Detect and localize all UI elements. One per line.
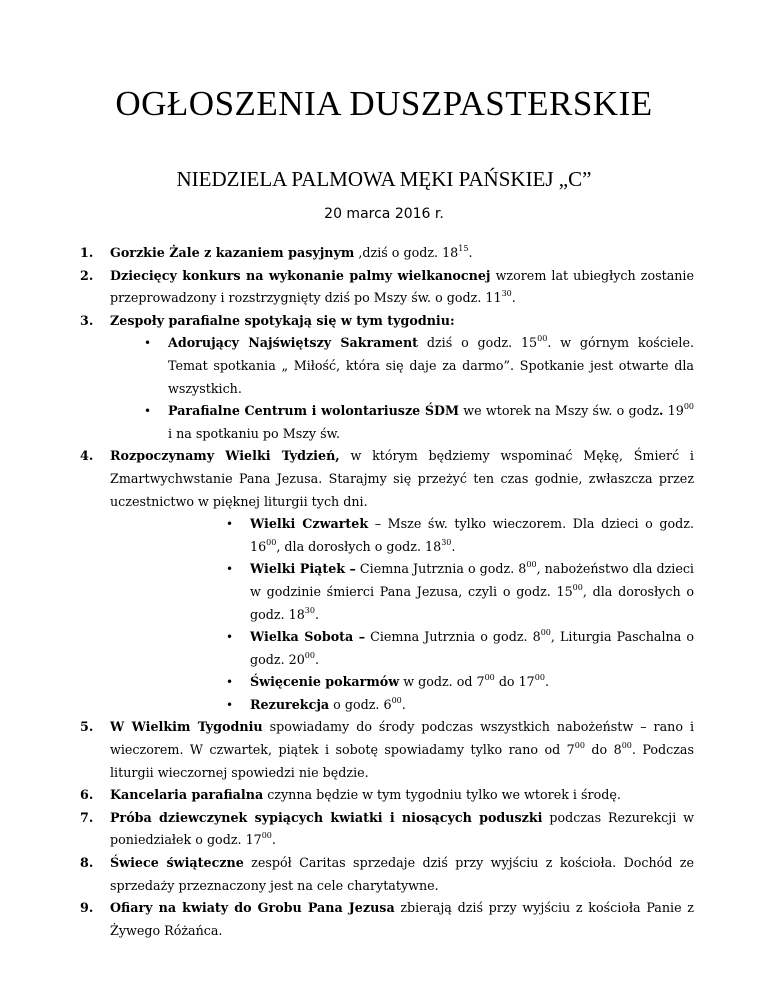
item-text: , Liturgia Paschalna o godz. 20 — [250, 629, 695, 667]
announcement-1 — [80, 242, 694, 265]
document-date: 20 marca 2016 r. — [324, 206, 444, 222]
announcement-4-sub-4 — [80, 671, 694, 694]
announcement-3-sub-2 — [80, 400, 694, 445]
bullet-icon: • — [226, 562, 234, 577]
item-number: 2. — [80, 267, 94, 283]
bullet-icon: • — [226, 517, 234, 532]
bullet-icon: • — [144, 336, 152, 351]
time-minutes: 30 — [441, 537, 452, 547]
item-text: zbierają dziś przy wyjściu z kościoła Panie z Żywego Różańca. — [110, 900, 694, 938]
item-text: do 8 — [584, 742, 622, 758]
time-minutes: 00 — [574, 741, 585, 751]
item-text: , nabożeństwo dla dzieci w godzinie śmierci Pana Jezusa, czyli o godz. 15 — [250, 561, 694, 599]
item-heading: Wielki Czwartek — [250, 516, 369, 532]
bullet-icon: • — [226, 697, 234, 712]
announcement-3 — [80, 310, 694, 333]
announcement-4-sub-3 — [80, 626, 694, 671]
announcement-2 — [80, 265, 694, 310]
item-heading: Gorzkie Żale z kazaniem pasyjnym — [110, 245, 355, 260]
item-text: . — [544, 674, 549, 690]
item-text: . Podczas liturgii wieczornej spowiedzi nie będzie. — [110, 742, 694, 780]
item-heading: W Wielkim Tygodniu — [110, 719, 263, 735]
item-text: Ciemna Jutrznia o godz. 8 — [365, 629, 541, 645]
time-minutes: 00 — [534, 673, 545, 683]
time-minutes: 00 — [266, 537, 277, 547]
item-heading: Dziecięcy konkurs na wykonanie palmy wielkanocnej — [110, 267, 491, 283]
bullet-icon: • — [144, 404, 152, 419]
item-number: 6. — [80, 787, 94, 803]
item-text: w którym będziemy wspominać Mękę, Śmierć i Zmartwychwstanie Pana Jezusa. Starajmy się przeżyć ten czas godnie, zwłaszcza przez uczestnictwo w pięknej liturgii tych dni. — [110, 448, 694, 509]
time-minutes: 00 — [683, 402, 694, 412]
item-heading: Kancelaria parafialna — [110, 787, 264, 803]
announcement-9 — [80, 897, 694, 942]
announcements-list — [80, 242, 694, 942]
item-text: dziś o godz. 15 — [418, 335, 538, 351]
time-minutes: 15 — [458, 244, 469, 253]
document-title: OGŁOSZENIA DUSZPASTERSKIE — [115, 84, 653, 123]
time-minutes: 00 — [261, 831, 272, 841]
item-text: i na spotkaniu po Mszy św. — [168, 425, 340, 441]
announcement-7 — [80, 807, 694, 852]
item-text: o godz. 6 — [329, 696, 392, 712]
announcement-4-sub-5 — [80, 694, 694, 717]
item-text: podczas Rezurekcji w poniedziałek o godz. 17 — [110, 809, 695, 848]
time-minutes: 30 — [501, 289, 512, 299]
item-text: w godz. od 7 — [399, 674, 485, 690]
announcement-6 — [80, 784, 694, 807]
document-subtitle: NIEDZIELA PALMOWA MĘKI PAŃSKIEJ „C” — [176, 167, 592, 191]
item-text: spowiadamy do środy podczas wszystkich nabożeństw – rano i wieczorem. W czwartek, piątek i sobotę spowiadamy tylko rano od 7 — [110, 719, 694, 758]
item-text: do 17 — [494, 674, 535, 690]
announcement-3-sub-1 — [80, 332, 694, 400]
item-text: 19 — [663, 403, 684, 419]
announcement-4-sub-2 — [80, 558, 694, 626]
announcement-8 — [80, 852, 694, 897]
item-heading: Świece świąteczne — [110, 855, 244, 871]
time-minutes: 00 — [484, 673, 495, 683]
item-number: 5. — [80, 719, 94, 735]
item-text: – Msze św. tylko wieczorem. Dla dzieci o godz. 16 — [250, 516, 694, 554]
item-heading: Ofiary na kwiaty do Grobu Pana Jezusa — [110, 900, 395, 916]
item-number: 1. — [80, 245, 94, 260]
item-text: , dla dorosłych o godz. 18 — [250, 583, 694, 622]
item-heading: Adorujący Najświętszy Sakrament — [168, 335, 419, 351]
item-text: czynna będzie w tym tygodniu tylko we wtorek i środę. — [263, 787, 621, 803]
item-heading: Próba dziewczynek sypiących kwiatki i niosących poduszki — [110, 809, 543, 825]
item-text: . — [271, 832, 276, 848]
time-minutes: 00 — [540, 628, 551, 638]
item-text: . — [314, 651, 320, 667]
item-text: . — [468, 245, 473, 260]
item-text: . w górnym kościele. Temat spotkania „ Miłość, która się daje za darmo”. Spotkanie jest otwarte dla wszystkich. — [168, 335, 695, 396]
item-text: . — [451, 538, 456, 554]
time-minutes: 00 — [621, 741, 632, 751]
item-heading: Parafialne Centrum i wolontariusze ŚDM — [168, 403, 460, 419]
bullet-icon: • — [226, 675, 234, 690]
item-number: 7. — [80, 809, 94, 825]
item-text: ,dziś o godz. 18 — [354, 245, 459, 260]
time-minutes: 00 — [572, 582, 583, 592]
item-text: zespół Caritas sprzedaje dziś przy wyjściu z kościoła. Dochód ze sprzedaży przeznaczony jest na cele charytatywne. — [110, 855, 694, 893]
item-heading: Wielka Sobota – — [250, 629, 366, 645]
item-number: 4. — [80, 448, 94, 464]
announcement-4-sub-1 — [80, 513, 694, 558]
item-heading: Rezurekcja — [250, 696, 330, 712]
announcement-5 — [80, 716, 694, 784]
item-heading: Zespoły parafialne spotykają się w tym tygodniu: — [110, 312, 455, 328]
time-minutes: 30 — [304, 605, 315, 615]
item-heading: Rozpoczynamy Wielki Tydzień, — [110, 448, 340, 464]
item-text: . — [511, 290, 516, 306]
time-minutes: 00 — [391, 695, 402, 705]
time-minutes: 00 — [304, 650, 315, 660]
item-text: . — [659, 403, 664, 419]
item-number: 8. — [80, 855, 94, 871]
item-text: we wtorek na Mszy św. o godz — [459, 403, 660, 419]
announcement-4 — [80, 445, 694, 513]
item-heading: Wielki Piątek – — [250, 561, 356, 577]
item-text: , dla dorosłych o godz. 18 — [276, 538, 442, 554]
time-minutes: 00 — [537, 334, 548, 344]
item-text: . — [401, 696, 406, 712]
time-minutes: 00 — [526, 560, 537, 570]
item-heading: Święcenie pokarmów — [250, 674, 400, 690]
item-text: wzorem lat ubiegłych zostanie przeprowadzony i rozstrzygnięty dziś po Mszy św. o godz. 11 — [110, 267, 694, 306]
item-number: 3. — [80, 312, 94, 328]
item-number: 9. — [80, 900, 94, 916]
item-text: Ciemna Jutrznia o godz. 8 — [355, 561, 527, 577]
item-text: . — [314, 606, 320, 622]
bullet-icon: • — [226, 630, 234, 645]
